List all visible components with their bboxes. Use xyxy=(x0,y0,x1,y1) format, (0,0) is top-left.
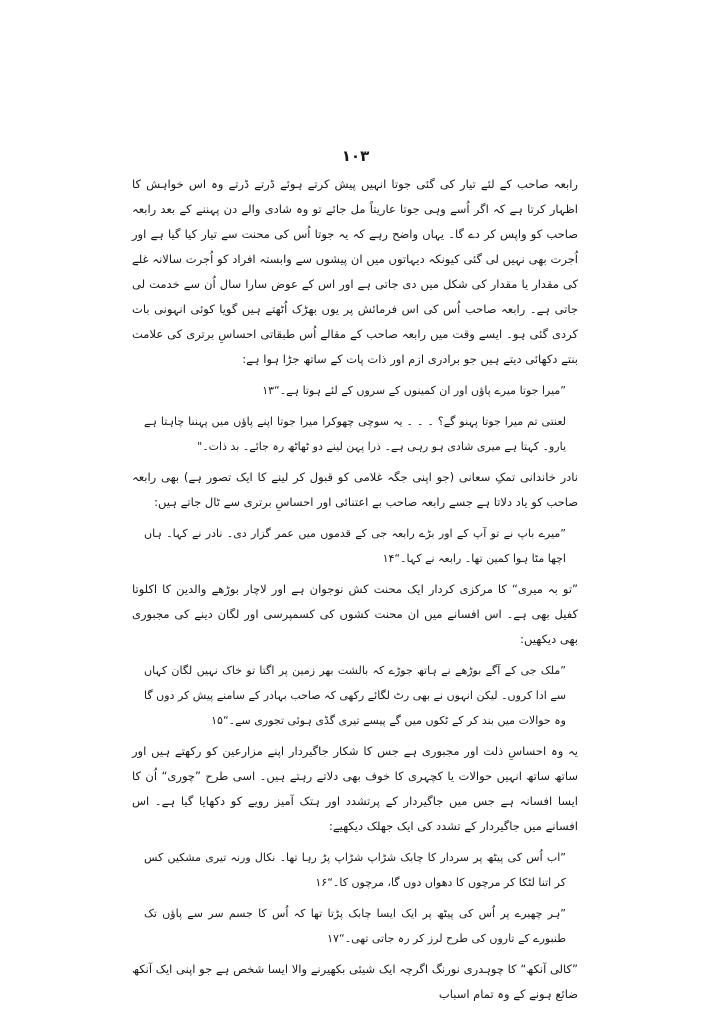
body-text xyxy=(132,172,578,1013)
paragraph: ”کالی آنکھ“ کا چوہدری نورنگ اگرچہ ایک شیئی بکھیرنے والا ایسا شخص ہے جو اپنی ایک آنکھ ضائع ہونے کے وہ تمام اسباب xyxy=(132,962,578,1001)
quoted-passage: ”اب اُس کی پیٹھ پر سردار کا چابک شڑاپ شڑاپ پڑ رہا تھا۔ نکال ورنہ تیری مشکیں کس کر اتنا لٹکا کر مرچوں کا دھواں دوں گا، مرچوں کا۔“۱۶ xyxy=(144,851,566,889)
paragraph: ”تو بہ میری“ کا مرکزی کردار ایک محنت کش نوجوان ہے اور لاچار بوڑھے والدین کا اکلوتا کفیل بھی ہے۔ اس افسانے میں ان محنت کشوں کی کسمپرسی اور لگان دینے کی مجبوری بھی دیکھیں: xyxy=(132,582,578,646)
page-number: ۱۰۳ xyxy=(341,147,370,165)
quoted-passage: ”میرے باپ نے تو آپ کے اور بڑے رابعہ جی کے قدموں میں عمر گزار دی۔ نادر نے کہا۔ ہاں اچھا مٹا ہوا کمین تھا۔ رابعہ نے کہا۔“۱۴ xyxy=(144,527,566,565)
paragraph: رابعہ صاحب کے لئے تیار کی گئی جوتا انہیں پیش کرتے ہوئے ڈرتے ڈرتے وہ اس خواہش کا اظہار کرتا ہے کہ اگر اُسے وہی جوتا عاریتاً مل جائے تو وہ شادی والے دن پہننے کے بعد رابعہ صاحب کو واپس کر دے گا۔ یہاں واضح رہے کہ یہ جوتا اُس کی محنت سے تیار کیا گیا ہے اور اُجرت بھی نہیں لی گئی کیونکہ دیہاتوں میں ان پیشوں سے وابستہ افراد کو اُجرت سالانہ غلے کی مقدار یا مقدار کی شکل میں دی جاتی ہے اور اس کے عوض سارا سال اُن سے خدمت لی جاتی ہے۔ رابعہ صاحب اُس کی اس فرمائش پر یوں بھڑک اُٹھتے ہیں گویا کوئی انہونی بات کردی گئی ہو۔ ایسے وقت میں رابعہ صاحب کے مقالے اُس طبقاتی احساسِ برتری کی علامت بنتے دکھائی دیتے ہیں جو برادری ازم اور ذات پات کے ساتھ جڑا ہوا ہے: xyxy=(132,177,578,366)
quoted-passage: ”ملک جی کے آگے بوڑھے نے ہاتھ جوڑے کہ بالشت بھر زمین پر اگتا تو خاک نہیں لگان کہاں سے ادا کروں۔ لیکن انہوں نے بھی رٹ لگائے رکھی کہ صاحب بہادر کے سامنے پیش کر دوں گا وہ حوالات میں بند کر کے ٹکوں میں گے پیسے تیری گڈی ہوئی تجوری سے۔“۱۵ xyxy=(144,664,566,727)
quoted-passage: ”میرا جوتا میرے پاؤں اور ان کمینوں کے سروں کے لئے ہوتا ہے۔“۱۳ xyxy=(262,384,566,397)
quoted-passage: لعنتی تم میرا جوتا پہنو گے؟ ۔ ۔ ۔ یہ سوچی چھوکرا میرا جوتا اپنے پاؤں میں پہننا چاہتا ہے یارو۔ کہتا ہے میری شادی ہو رہی ہے۔ ذرا پہن لینے دو ٹھاٹھ رہ جائے۔ بد ذات۔" xyxy=(144,415,566,453)
paragraph: یہ وہ احساسِ ذلت اور مجبوری ہے جس کا شکار جاگیردار اپنے مزارعین کو رکھتے ہیں اور ساتھ ساتھ انہیں حوالات یا کچہری کا خوف بھی دلاتے رہتے ہیں۔ اسی طرح ”چوری“ اُن کا ایسا افسانہ ہے جس میں جاگیردار کے پرتشدد اور ہتک آمیز رویے کو دکھایا گیا ہے۔ اس افسانے میں جاگیردار کے تشدد کی ایک جھلک دیکھیے: xyxy=(132,744,578,833)
paragraph: نادر خاندانی تمکِ سعانی (جو اپنی جگہ غلامی کو قبول کر لینے کا ایک تصور ہے) بھی رابعہ صاحب کو یاد دلاتا ہے جسے رابعہ صاحب بے اعتنائی اور احساسِ برتری سے ٹال جاتے ہیں: xyxy=(132,470,578,509)
quoted-passage: ”ہر چھیرے پر اُس کی پیٹھ پر ایک ایسا چابک پڑتا تھا کہ اُس کا جسم سر سے پاؤں تک طنبورے کے تاروں کی طرح لرز کر رہ جاتی تھی۔“۱۷ xyxy=(144,907,566,945)
